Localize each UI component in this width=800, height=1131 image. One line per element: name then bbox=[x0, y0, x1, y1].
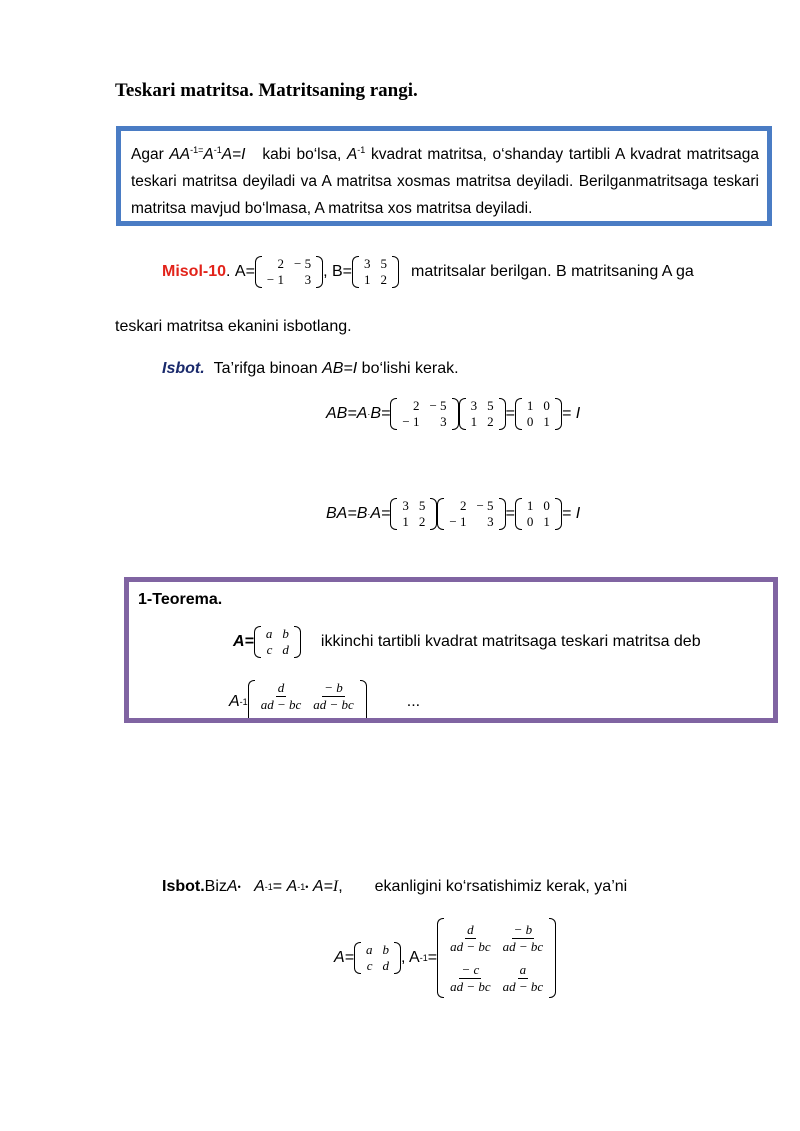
example-label: Misol-10 bbox=[162, 263, 227, 280]
theorem-box bbox=[124, 577, 778, 723]
definition-text: Agar $AA^{-1=}A^{-1}A=I$ kabi bo‘lsa, $A^{-1}$ kvadrat matritsa, o‘shanday tartibli A kvadrat matritsaga teskari matritsa deyiladi va A matritsa xosmas matritsa deyiladi. Berilganmatritsaga teskari matritsa mavjud bo‘lmasa, A matritsa xos matritsa deyiladi. bbox=[131, 145, 759, 217]
theorem-label: 1-Teorema. bbox=[138, 591, 223, 608]
proof1-line: Isbot. Ta’rifga binoan AB=I bo‘lishi kerak. bbox=[162, 360, 459, 377]
theorem-line: A= a b c d ikkinchi tartibli kvadrat matritsaga teskari matritsa deb bbox=[233, 626, 701, 657]
matrix-a: 2 − 5 − 1 3 bbox=[255, 256, 323, 288]
ab-equation: AB=A · B= 2 − 5 − 1 3 3 5 1 2 = 1 0 0 1 = I bbox=[326, 398, 581, 429]
theorem-cut-line: A -1 $\frac{d}{ad - bc}$ $\frac{- b}{ad - bc}$ ... bbox=[229, 680, 420, 723]
inverse-formula: A= a b c d , A -1 = $\frac{d}{ad - bc}$ $\frac{- b}{ad - bc}$ $\frac{- c}{ad - bc}$ $\frac{a}{ad - bc}$ bbox=[334, 918, 556, 998]
proof2-line: Isbot. Biz A • A -1 = A -1 • A= I , ekanligini ko‘rsatishimiz kerak, ya’ni bbox=[162, 878, 628, 895]
example-line: Misol-10 . A= 2 − 5 − 1 3 , B= 3 5 1 2 matritsalar berilgan. B matritsaning A ga bbox=[162, 256, 694, 287]
matrix-b: 3 5 1 2 bbox=[352, 256, 399, 288]
definition-box bbox=[116, 126, 772, 226]
ba-equation: BA=B · A= 3 5 1 2 2 − 5 − 1 3 = 1 0 0 1 = I bbox=[326, 498, 581, 529]
example-line2: teskari matritsa ekanini isbotlang. bbox=[115, 318, 352, 335]
page-title: Teskari matritsa. Matritsaning rangi. bbox=[115, 80, 418, 101]
